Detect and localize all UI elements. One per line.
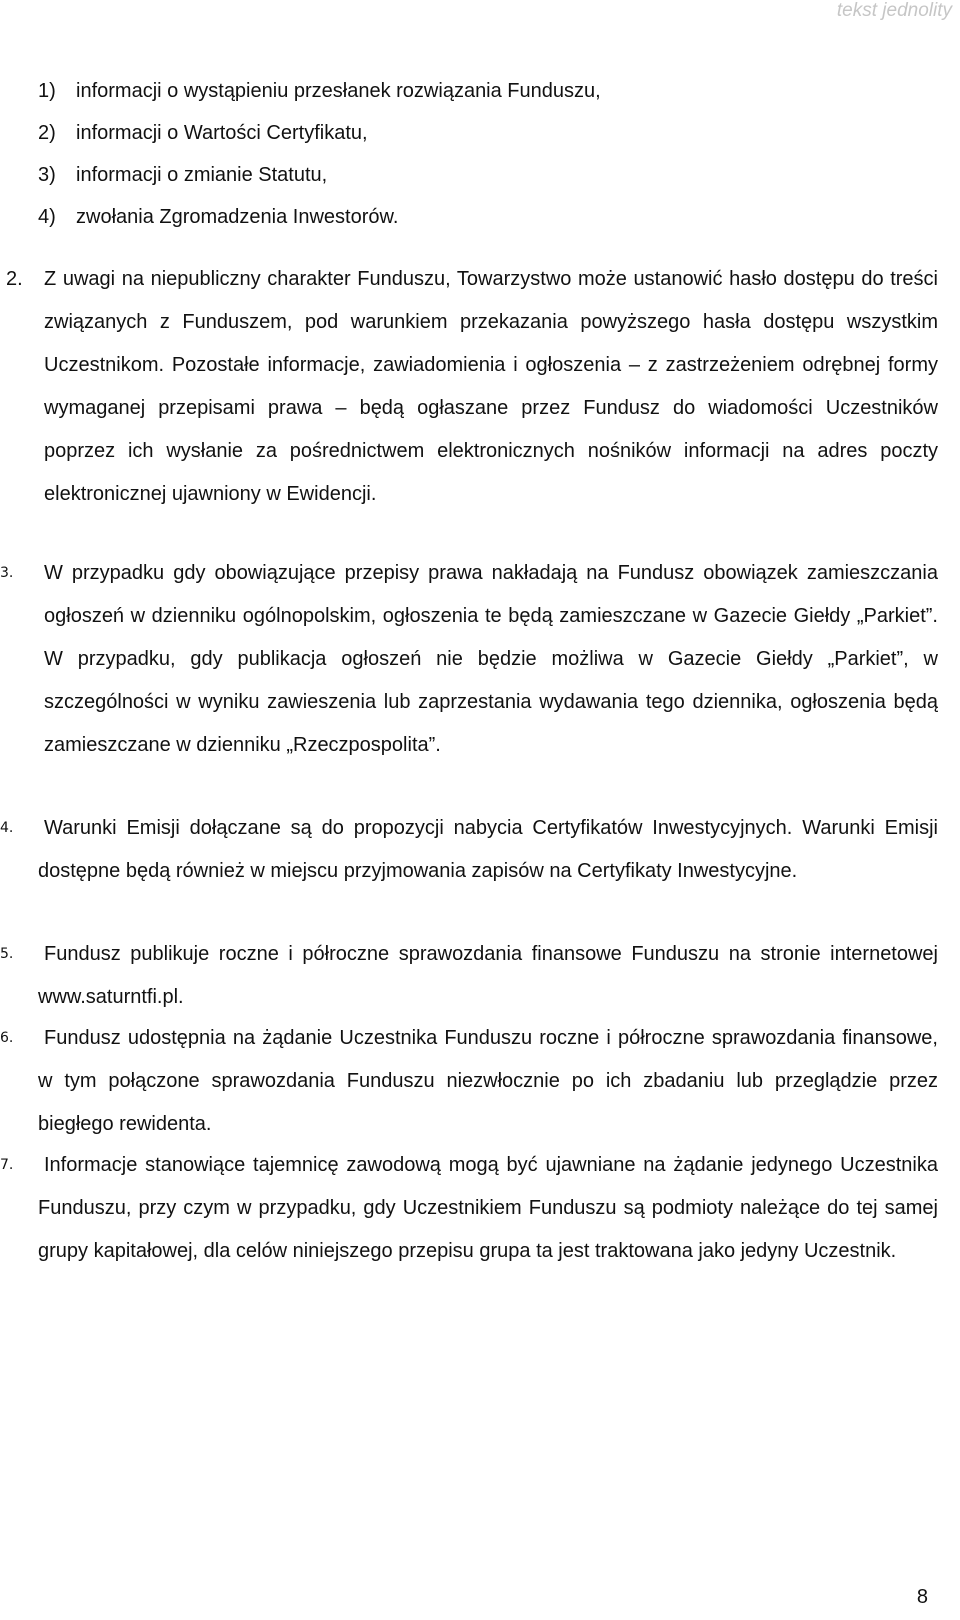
- paragraph-number: 3.: [0, 565, 14, 581]
- paragraph-4: [0, 807, 960, 893]
- sublist-item-number: 2): [38, 122, 56, 144]
- sublist-item: [38, 70, 918, 112]
- paragraph-text: Informacje stanowiące tajemnicę zawodową mogą być ujawniane na żądanie jedynego Uczestnika Funduszu, przy czym w przypadku, gdy Uczestnikiem Funduszu są podmioty należące do tej samej grupy kapitałowej, dla celów niniejszego przepisu grupa ta jest traktowana jako jedyny Uczestnik.: [38, 1154, 938, 1262]
- notice-sublist: [38, 70, 918, 238]
- paragraph-text: W przypadku gdy obowiązujące przepisy prawa nakładają na Fundusz obowiązek zamieszczania ogłoszeń w dzienniku ogólnopolskim, ogłoszenia te będą zamieszczane w Gazecie Giełdy „Parkiet”. W przypadku, gdy publikacja ogłoszeń nie będzie możliwa w Gazecie Giełdy „Parkiet”, w szczególności w wyniku zawieszenia lub zaprzestania wydawania tego dziennika, ogłoszenia będą zamieszczane w dzienniku „Rzeczpospolita”.: [44, 562, 938, 756]
- paragraph-2: [0, 258, 960, 516]
- sublist-item-text: informacji o wystąpieniu przesłanek rozwiązania Funduszu,: [76, 80, 601, 102]
- paragraph-number: 6.: [0, 1030, 14, 1046]
- paragraph-text: Fundusz publikuje roczne i półroczne sprawozdania finansowe Funduszu na stronie internetowej www.saturntfi.pl.: [38, 943, 938, 1008]
- paragraph-number: 4.: [0, 820, 14, 836]
- sublist-item-number: 4): [38, 206, 56, 228]
- sublist-item-text: informacji o zmianie Statutu,: [76, 164, 328, 186]
- paragraph-3: [0, 552, 960, 767]
- sublist-item: [38, 196, 918, 238]
- document-tag: tekst jednolity: [836, 0, 952, 21]
- sublist-item-text: informacji o Wartości Certyfikatu,: [76, 122, 368, 144]
- paragraph-text: Z uwagi na niepubliczny charakter Funduszu, Towarzystwo może ustanowić hasło dostępu do treści związanych z Funduszem, pod warunkiem przekazania powyższego hasła dostępu wszystkim Uczestnikom. Pozostałe informacje, zawiadomienia i ogłoszenia – z zastrzeżeniem odrębnej formy wymaganej przepisami prawa – będą ogłaszane przez Fundusz do wiadomości Uczestników poprzez ich wysłanie za pośrednictwem elektronicznych nośników informacji na adres poczty elektronicznej ujawniony w Ewidencji.: [44, 268, 938, 505]
- sublist-item-number: 1): [38, 80, 56, 102]
- sublist-item: [38, 112, 918, 154]
- paragraph-6: [0, 1017, 960, 1146]
- paragraph-text: Fundusz udostępnia na żądanie Uczestnika Funduszu roczne i półroczne sprawozdania finansowe, w tym połączone sprawozdania Funduszu niezwłocznie po ich zbadaniu lub przeglądzie przez biegłego rewidenta.: [38, 1027, 938, 1135]
- paragraph-number: 2.: [6, 268, 23, 290]
- sublist-item-number: 3): [38, 164, 56, 186]
- sublist-item-text: zwołania Zgromadzenia Inwestorów.: [76, 206, 399, 228]
- sublist-item: [38, 154, 918, 196]
- page-number: 8: [916, 1586, 928, 1608]
- paragraph-number: 5.: [0, 946, 14, 962]
- paragraph-5: [0, 933, 960, 1019]
- paragraph-text: Warunki Emisji dołączane są do propozycji nabycia Certyfikatów Inwestycyjnych. Warunki Emisji dostępne będą również w miejscu przyjmowania zapisów na Certyfikaty Inwestycyjne.: [38, 817, 938, 882]
- paragraph-7: [0, 1144, 960, 1273]
- paragraph-number: 7.: [0, 1157, 14, 1173]
